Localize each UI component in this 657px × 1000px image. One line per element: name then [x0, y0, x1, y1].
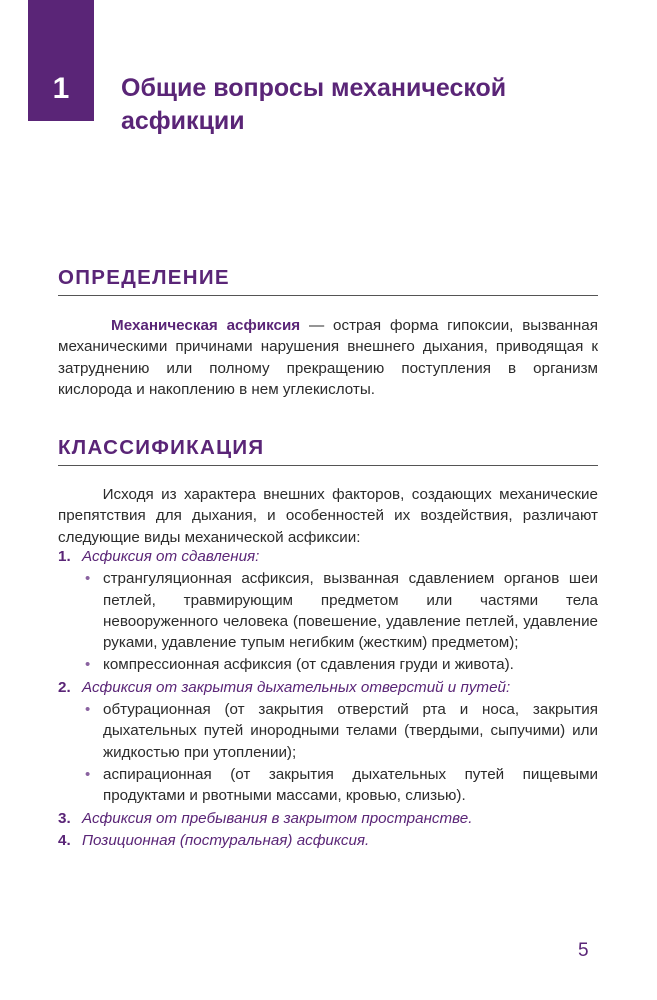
list-item-number: 3.: [58, 809, 71, 827]
definition-text: — острая форма гипоксии, вызванная механическими причинами нарушения внешнего дыхания, приводящая к затруднению или полному прекращению поступления в организм кислорода и накоплению в нем углекислоты.: [58, 317, 598, 398]
page-number: 5: [578, 940, 589, 961]
chapter-number-box: [28, 0, 94, 121]
classification-intro-text: Исходя из характера внешних факторов, создающих механические препятствия для дыхания, и особенностей их воздействия, различают следующие виды механической асфиксии:: [58, 486, 598, 546]
bullet-item: [58, 568, 598, 653]
definition-paragraph: [58, 315, 598, 400]
list-item-title: Позиционная (постуральная) асфиксия.: [82, 831, 370, 849]
classification-intro: [58, 484, 598, 548]
list-item-title: Асфиксия от пребывания в закрытом пространстве.: [82, 809, 473, 827]
list-item-number: 1.: [58, 548, 71, 565]
list-item-heading: [58, 830, 598, 851]
list-item-number: 2.: [58, 678, 71, 696]
section-heading-definition: ОПРЕДЕЛЕНИЕ: [58, 266, 598, 296]
bullet-text: компрессионная асфиксия (от сдавления груди и живота).: [103, 656, 514, 674]
list-item-title: Асфиксия от закрытия дыхательных отверстий и путей:: [82, 678, 511, 696]
bullet-dot-icon: •: [85, 570, 91, 588]
bullet-text: аспирационная (от закрытия дыхательных путей пищевыми продуктами и рвотными массами, кровью, слизью).: [103, 765, 598, 805]
bullet-dot-icon: •: [85, 765, 91, 783]
chapter-number: 1: [52, 72, 70, 105]
list-item-title: Асфиксия от сдавления:: [82, 548, 260, 565]
classification-list: [58, 546, 598, 852]
section-heading-classification: КЛАССИФИКАЦИЯ: [58, 436, 598, 466]
bullet-dot-icon: •: [85, 656, 91, 674]
bullet-item: [58, 699, 598, 763]
bullet-text: странгуляционная асфиксия, вызванная сдавлением органов шеи петлей, травмирующим предметом или частями тела невооруженного человека (повешение, удавление петлей, удавление руками, удавление тупым негибким (жестким) предметом);: [103, 570, 598, 652]
list-item-heading: [58, 808, 598, 829]
bullet-dot-icon: •: [85, 701, 91, 719]
definition-term: Механическая асфиксия: [111, 317, 301, 334]
bullet-item: [58, 654, 598, 675]
list-item-heading: [58, 677, 598, 698]
bullet-text: обтурационная (от закрытия отверстий рта и носа, закрытия дыхательных путей инородными телами (твердыми, сыпучими) или жидкостью при утоплении);: [103, 701, 598, 761]
bullet-item: [58, 764, 598, 807]
list-item-number: 4.: [58, 831, 71, 849]
list-item-heading: [58, 546, 598, 567]
chapter-title: Общие вопросы механической асфикции: [121, 74, 507, 135]
